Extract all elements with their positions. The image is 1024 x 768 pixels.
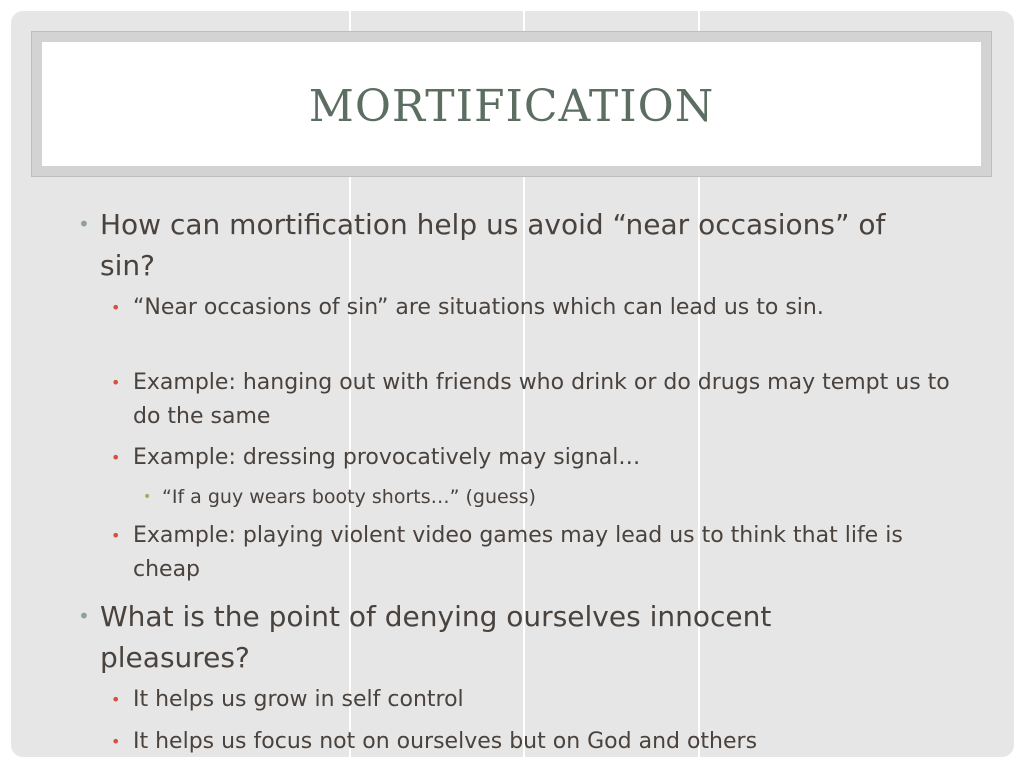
bullet-item-level1 <box>78 596 920 678</box>
bullet-item-level2 <box>111 291 953 325</box>
bullet-text: What is the point of denying ourselves innocent pleasures? <box>100 600 772 674</box>
bullet-dot-icon: • <box>111 732 121 751</box>
bullet-item-level3 <box>143 483 862 511</box>
bullet-item-level1 <box>78 204 920 286</box>
bullet-item-level2 <box>111 683 953 717</box>
bullet-dot-icon: • <box>111 298 121 317</box>
bullet-dot-icon: • <box>111 690 121 709</box>
bullet-text: How can mortification help us avoid “near occasions” of sin? <box>100 208 886 282</box>
slide <box>11 11 1014 757</box>
bullet-text: It helps us grow in self control <box>133 687 464 712</box>
slide-title: MORTIFICATION <box>308 80 715 132</box>
bullet-text: Example: hanging out with friends who drink or do drugs may tempt us to do the same <box>133 370 950 429</box>
bullet-dot-icon: • <box>78 604 90 628</box>
bullet-item-level2 <box>111 519 953 587</box>
bullet-item-level2 <box>111 366 953 434</box>
bullet-dot-icon: • <box>143 489 152 505</box>
slide-body <box>11 11 1014 757</box>
bullet-text: Example: dressing provocatively may signal… <box>133 445 641 470</box>
bullet-item-level2 <box>111 725 953 757</box>
bullet-dot-icon: • <box>111 448 121 467</box>
bullet-item-level2 <box>111 441 953 475</box>
bullet-text: “Near occasions of sin” are situations which can lead us to sin. <box>133 295 824 320</box>
bullet-text: It helps us focus not on ourselves but on God and others <box>133 729 758 754</box>
bullet-dot-icon: • <box>111 373 121 392</box>
bullet-text: Example: playing violent video games may lead us to think that life is cheap <box>133 523 903 582</box>
bullet-text: “If a guy wears booty shorts…” (guess) <box>162 486 536 508</box>
bullet-dot-icon: • <box>111 526 121 545</box>
bullet-dot-icon: • <box>78 212 90 236</box>
